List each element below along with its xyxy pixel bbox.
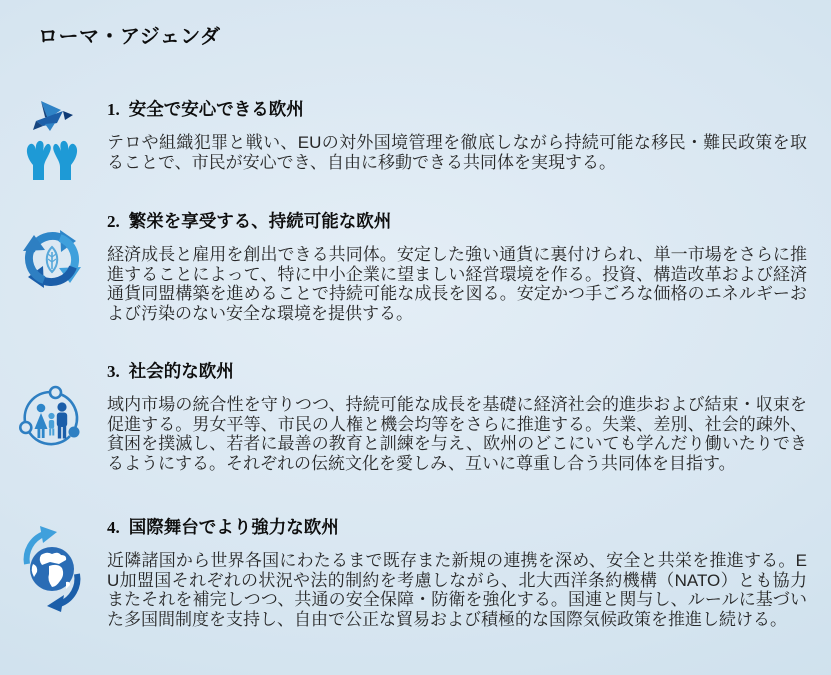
section-heading-text: 繁栄を享受する、持続可能な欧州 (128, 211, 392, 231)
section-number: 2. (107, 212, 120, 231)
section-body-text: 近隣諸国から世界各国にわたるまで既存また新規の連携を深め、安全と共栄を推進する。EU加盟国それぞれの状況や法的制約を考慮しながら、北大西洋条約機構（NATO）とも協力またそれを補完しつつ、共通の安全保障・防衛を強化する。国連と関与し、ルールに基づいた多国間制度を支持し、自由で公正な貿易および積極的な国際気候政策を推進し続ける。 (107, 551, 807, 629)
section-body-text: 経済成長と雇用を創出できる共同体。安定した強い通貨に裏付けられ、単一市場をさらに推進することによって、特に中小企業に望ましい経営環境を作る。投資、構造改革および経済通貨同盟構築を進めることで持続可能な成長を図る。安定かつ手ごろな価格のエネルギーおよび汚染のない安全な環境を提供する。 (107, 245, 807, 323)
sustainability-cycle-icon (20, 227, 84, 291)
page-title: ローマ・アジェンダ (38, 26, 221, 48)
section-heading (107, 208, 391, 233)
section-number: 3. (107, 362, 120, 381)
family-community-icon (16, 382, 86, 452)
section-heading-text: 社会的な欧州 (128, 361, 234, 381)
section-heading (107, 514, 339, 539)
dove-in-hands-icon (24, 100, 80, 180)
section-heading (107, 358, 234, 383)
section-heading-text: 国際舞台でより強力な欧州 (128, 517, 339, 537)
globe-arrows-icon (22, 524, 82, 612)
section-body-text: 域内市場の統合性を守りつつ、持続可能な成長を基礎に経済社会的進歩および結束・収束を促進する。男女平等、市民の人権と機会均等をさらに推進する。失業、差別、社会的疎外、貧困を撲滅し、若者に最善の教育と訓練を与え、欧州のどこにいても学んだり働いたりできるようにする。それぞれの伝統文化を愛しみ、互いに尊重し合う共同体を目指す。 (107, 395, 807, 473)
section-heading-text: 安全で安心できる欧州 (128, 99, 304, 119)
section-heading (107, 96, 304, 121)
section-number: 1. (107, 100, 120, 119)
section-number: 4. (107, 518, 120, 537)
section-body-text: テロや組織犯罪と戦い、EUの対外国境管理を徹底しながら持続可能な移民・難民政策を取ることで、市民が安心でき、自由に移動できる共同体を実現する。 (107, 133, 807, 172)
